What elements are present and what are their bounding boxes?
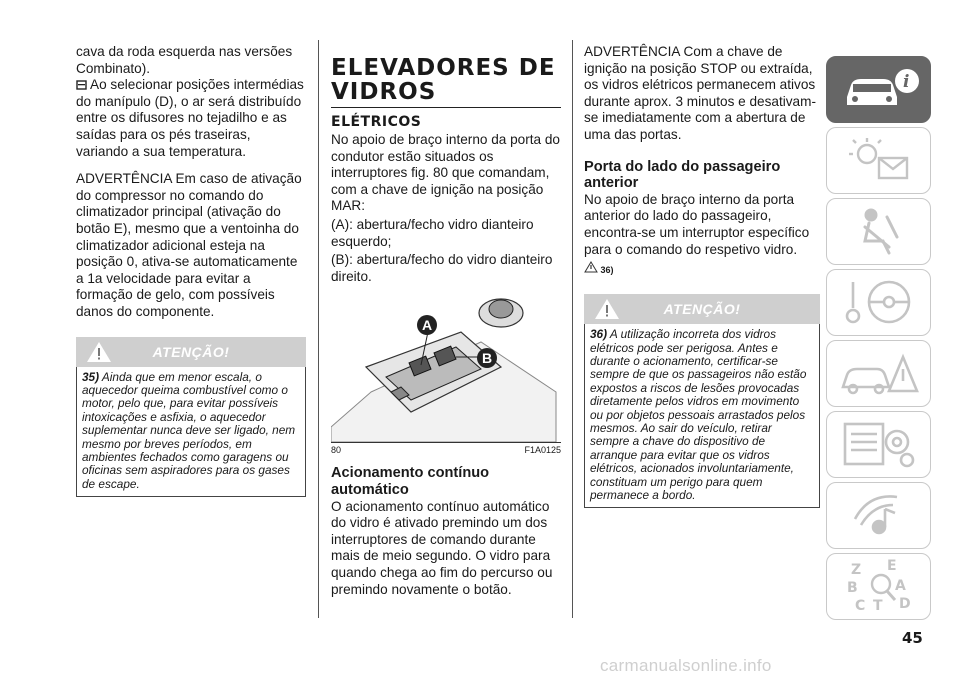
- paragraph: No apoio de braço interno da porta anterior do lado do passageiro, encontra-se um interruptor específico para o comando do respetivo vidro.: [584, 191, 810, 257]
- warning-header: [76, 337, 306, 367]
- car-note-icon: [76, 78, 87, 87]
- maintenance-icon: [841, 418, 917, 475]
- section-title: ELEVADORES DE VIDROS: [331, 55, 556, 105]
- svg-text:E: E: [887, 558, 897, 574]
- steering-key-icon: [843, 278, 915, 333]
- airbag-seat-icon: [849, 207, 909, 262]
- tab-emergency[interactable]: [826, 340, 931, 407]
- figure-80: [331, 297, 561, 443]
- index-icon: [845, 558, 917, 619]
- column-2: [331, 56, 561, 598]
- watermark: carmanualsonline.info: [600, 656, 772, 675]
- tab-maintenance[interactable]: [826, 411, 931, 478]
- paragraph: Ao selecionar posições intermédias do manípulo (D), o ar será distribuído entre os difusores no tejadilho e as saídas para os pés traseiras, variando a sua temperatura.: [76, 77, 304, 159]
- subheading: Porta do lado do passageiro anterior: [584, 158, 781, 192]
- tab-warning-lights[interactable]: [826, 127, 931, 194]
- paragraph: (B): abertura/fecho do vidro dianteiro direito.: [331, 252, 553, 284]
- column-divider: [572, 40, 573, 618]
- tab-car-info[interactable]: [826, 56, 931, 123]
- warning-lights-icon: [845, 136, 915, 189]
- tab-safety[interactable]: [826, 198, 931, 265]
- window-switch-illustration: [331, 297, 561, 442]
- subheading: Acionamento contínuo automático: [331, 465, 490, 498]
- warning-body: [76, 367, 306, 498]
- car-info-icon: [841, 67, 919, 116]
- callout-b: B: [477, 348, 497, 368]
- paragraph: ADVERTÊNCIA Em caso de ativação do compressor no comando do climatizador principal (ativação do botão E), mesmo que a ventoinha do climatizador adicional esteja na posição 0, ativa-se automaticamente a 1a velocidade para evitar a formação de gelo, com possíveis danos do componente.: [76, 171, 302, 319]
- callout-a: A: [417, 315, 437, 335]
- title-rule: [331, 107, 561, 108]
- warning-title: ATENÇÃO!: [152, 343, 230, 360]
- breakdown-icon: [839, 351, 919, 402]
- warning-number: 35): [82, 369, 100, 384]
- svg-text:C: C: [855, 598, 866, 614]
- warning-text: A utilização incorreta dos vidros elétricos pode ser perigosa. Antes e durante o acionamento, certificar-se sempre de que os passageiros não estão expostos a riscos de lesões provocadas diretamente pelos vidros em movimento ou por objetos pessoais arrastados pelos mesmos. Ao sair do veículo, retirar sempre a chave do dispositivo de arranque para evitar que os vidros elétricos, acionados involuntariamente, constituam um perigo para quem permanece a bordo.: [590, 327, 807, 502]
- warning-number: 36): [590, 327, 608, 342]
- page-number: 45: [902, 629, 923, 647]
- column-1: [76, 44, 306, 497]
- paragraph: ADVERTÊNCIA Com a chave de ignição na posição STOP ou extraída, os vidros elétricos permanecem ativos durante aprox. 3 minutos e desativam-se imediatamente com a abertura de uma das portas.: [584, 44, 816, 142]
- column-3: [584, 44, 820, 508]
- tab-starting-driving[interactable]: [826, 269, 931, 336]
- warning-reference: 36): [584, 261, 820, 275]
- warning-body: [584, 324, 820, 508]
- paragraph: (A): abertura/fecho vidro dianteiro esquerdo;: [331, 216, 534, 249]
- small-warning-icon: [584, 265, 598, 275]
- svg-text:D: D: [899, 596, 911, 612]
- figure-number: 80: [331, 445, 342, 456]
- figure-code: F1A0125: [524, 445, 561, 456]
- multimedia-icon: [849, 489, 909, 546]
- svg-text:A: A: [895, 578, 906, 594]
- figure-caption: [331, 445, 561, 455]
- column-divider: [318, 40, 319, 618]
- section-subtitle: ELÉTRICOS: [331, 114, 422, 130]
- svg-text:T: T: [873, 598, 883, 614]
- svg-text:Z: Z: [851, 562, 862, 578]
- warning-header: [584, 294, 820, 324]
- tab-multimedia[interactable]: [826, 482, 931, 549]
- tab-index[interactable]: [826, 553, 931, 620]
- warning-text: Ainda que em menor escala, o aquecedor queima combustível como o motor, pelo que, para evitar possíveis intoxicações e asfixia, o aquecedor suplementar nunca deve ser ligado, nem mesmo por breves períodos, em ambientes fechados como garagens ou oficinas sem aspiradores para os gases de escape.: [82, 369, 296, 491]
- svg-text:B: B: [847, 580, 858, 596]
- svg-text:i: i: [903, 72, 910, 92]
- warning-title: ATENÇÃO!: [663, 301, 741, 318]
- paragraph: O acionamento contínuo automático do vidro é ativado premindo um dos interruptores de comando durante mais de meio segundo. O vidro para quando chega ao fim do percurso ou premindo novamente o botão.: [331, 498, 553, 597]
- paragraph: cava da roda esquerda nas versões Combinato).: [76, 44, 293, 76]
- paragraph: No apoio de braço interno da porta do condutor estão situados os interruptores fig. 80 que comandam, com a chave de ignição na posição MAR:: [331, 132, 560, 214]
